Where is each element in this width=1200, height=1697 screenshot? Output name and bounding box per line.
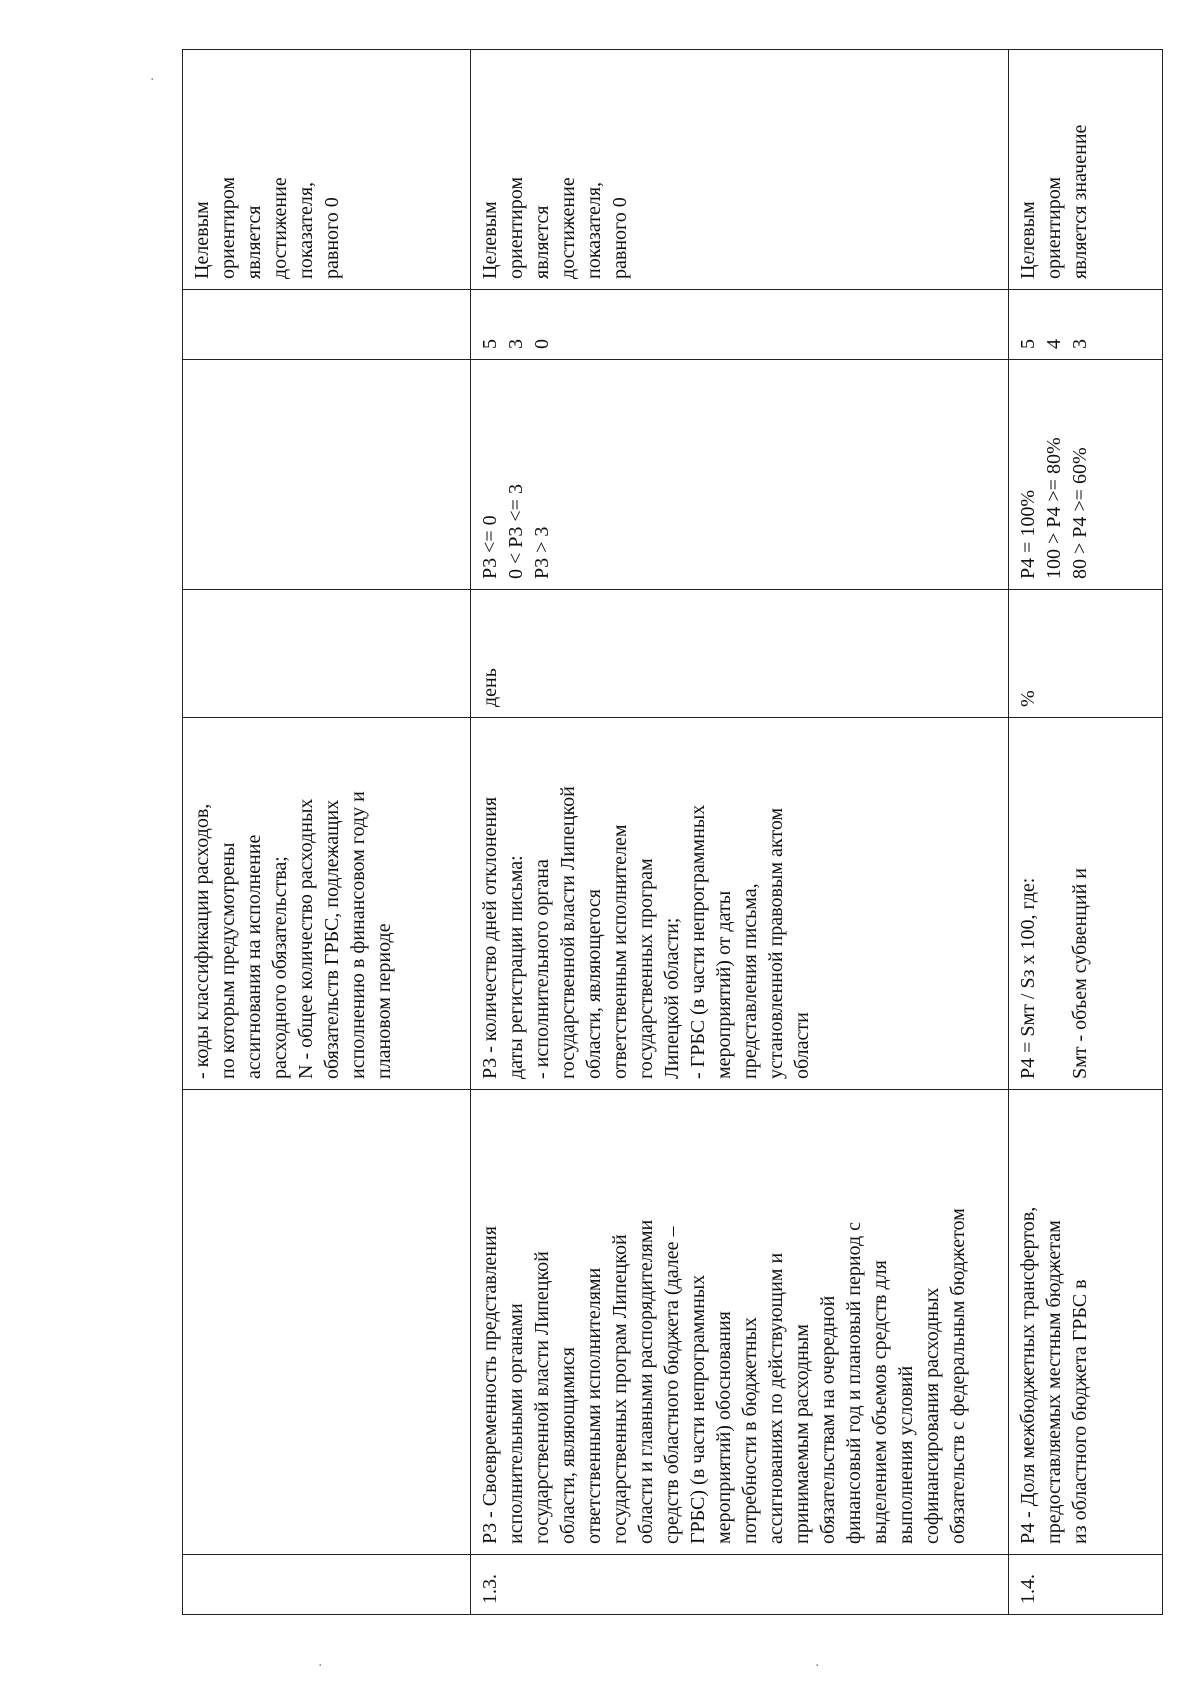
indicator-name-line: из областного бюджета ГРБС в	[1069, 1279, 1091, 1544]
formula-cell	[471, 718, 1009, 1090]
table-body	[183, 50, 1163, 1615]
formula-cell	[1009, 718, 1163, 1090]
indicator-name-line: потребности в бюджетных	[739, 1316, 761, 1544]
indicator-name-line: ассигнованиях по действующим и	[765, 1252, 787, 1544]
value-range-line: 100 > Р4 >= 80%	[1043, 437, 1065, 579]
unit-cell	[183, 590, 471, 718]
indicator-name-line: государственной власти Липецкой	[531, 1251, 553, 1544]
score-line: 3	[505, 339, 527, 349]
target-line: достижение	[557, 177, 579, 279]
value-range-line: Р3 > 3	[531, 526, 553, 579]
target-line: ориентиром	[1043, 176, 1065, 279]
target-line: ориентиром	[505, 176, 527, 279]
rotated-page	[182, 50, 1162, 1615]
scan-speck: ·	[150, 72, 155, 88]
indicator-name-line: обязательствам на очередной	[817, 1295, 839, 1544]
formula-line: представления письма,	[739, 883, 761, 1079]
scan-speck: ·	[318, 1658, 323, 1674]
formula-line: установленной правовым актом	[765, 807, 787, 1079]
table-row	[471, 50, 1009, 1615]
unit-text: день	[479, 668, 501, 707]
score-line: 3	[1069, 339, 1091, 349]
indicator-name-line: государственных програм Липецкой	[609, 1234, 631, 1544]
target-cell	[1009, 50, 1163, 290]
indicator-name-line: ГРБС) (в части непрограммных	[687, 1274, 709, 1544]
value-range-cell	[183, 360, 471, 590]
target-line: является значение	[1069, 124, 1091, 279]
target-line: является	[243, 205, 265, 279]
formula-line: - ГРБС (в части непрограммных	[687, 804, 709, 1079]
score-cell	[1009, 290, 1163, 360]
indicator-name-line: исполнительными органами	[505, 1303, 527, 1544]
table-row	[1009, 50, 1163, 1615]
value-range-cell	[1009, 360, 1163, 590]
formula-line: исполнению в финансовом году и	[347, 791, 369, 1079]
unit-cell	[1009, 590, 1163, 718]
row-number-text: 1.3.	[479, 1574, 501, 1604]
value-range-line: Р4 = 100%	[1017, 489, 1039, 579]
formula-line: области	[791, 1012, 813, 1079]
indicator-name-line: финансовый год и плановый период с	[843, 1221, 865, 1544]
formula-line: Р4 = Sмт / Sз x 100, где:	[1017, 877, 1039, 1079]
indicator-name-line: выполнения условий	[895, 1365, 917, 1544]
formula-line: Sмт - объем субвенций и	[1069, 868, 1091, 1079]
formula-line: ответственным исполнителем	[609, 824, 631, 1079]
indicator-name-cell	[471, 1090, 1009, 1555]
formula-line: ассигнования на исполнение	[243, 834, 265, 1079]
row-number-cell	[183, 1555, 471, 1615]
indicator-name-line: софинансирования расходных	[921, 1287, 943, 1544]
formula-line: государственной власти Липецкой	[557, 786, 579, 1079]
score-line: 5	[1017, 339, 1039, 349]
target-line: Целевым	[1017, 201, 1039, 279]
formula-line: обязательств ГРБС, подлежащих	[321, 799, 343, 1079]
indicator-name-line: Р3 - Своевременность представления	[479, 1226, 501, 1544]
unit-cell	[471, 590, 1009, 718]
formula-cell	[183, 718, 471, 1090]
table-row	[183, 50, 471, 1615]
target-line: показателя,	[295, 181, 317, 279]
target-line: Целевым	[191, 201, 213, 279]
value-range-line: 80 > Р4 >= 60%	[1069, 447, 1091, 579]
target-line: является	[531, 205, 553, 279]
formula-line: государственных програм	[635, 858, 657, 1079]
row-number-cell	[1009, 1555, 1163, 1615]
indicator-name-line: области, являющимися	[557, 1347, 579, 1544]
value-range-cell	[471, 360, 1009, 590]
indicator-name-line: принимаемым расходным	[791, 1324, 813, 1544]
value-range-line: Р3 <= 0	[479, 515, 501, 579]
indicator-name-cell	[1009, 1090, 1163, 1555]
formula-line: Р3 - количество дней отклонения	[479, 796, 501, 1079]
indicator-name-line: предоставляемых местным бюджетам	[1043, 1220, 1065, 1544]
formula-line: расходного обязательства;	[269, 856, 291, 1079]
target-cell	[471, 50, 1009, 290]
row-number-text: 1.4.	[1017, 1574, 1039, 1604]
target-line: показателя,	[583, 181, 605, 279]
scan-speck: ·	[815, 1658, 820, 1674]
formula-line: N - общее количество расходных	[295, 798, 317, 1079]
score-line: 0	[531, 339, 553, 349]
formula-line: мероприятий) от даты	[713, 890, 735, 1079]
target-line: равного 0	[321, 197, 343, 279]
target-cell	[183, 50, 471, 290]
unit-text: %	[1017, 690, 1039, 707]
unit-text	[189, 600, 215, 707]
score-line: 4	[1043, 339, 1065, 349]
target-line: Целевым	[479, 201, 501, 279]
indicator-name-line: мероприятий) обоснования	[713, 1311, 735, 1544]
indicator-name-line: средств областного бюджета (далее –	[661, 1226, 683, 1544]
target-line: равного 0	[609, 197, 631, 279]
formula-line: области, являющегося	[583, 889, 605, 1079]
indicator-name-line: выделением объемов средств для	[869, 1260, 891, 1544]
indicator-name-line: области и главными распорядителями	[635, 1219, 657, 1544]
target-line: ориентиром	[217, 176, 239, 279]
score-cell	[183, 290, 471, 360]
indicator-name-line: Р4 - Доля межбюджетных трансфертов,	[1017, 1206, 1039, 1544]
formula-line: плановом периоде	[373, 923, 395, 1079]
formula-line	[1041, 728, 1067, 1079]
indicator-name-cell	[183, 1090, 471, 1555]
formula-line: - коды классификации расходов,	[191, 803, 213, 1079]
target-line: достижение	[269, 177, 291, 279]
formula-line: Липецкой области;	[661, 917, 683, 1079]
row-number-cell	[471, 1555, 1009, 1615]
indicator-name-line: ответственными исполнителями	[583, 1267, 605, 1544]
formula-line: - исполнительного органа	[531, 859, 553, 1079]
row-number-text	[189, 1565, 215, 1604]
indicator-table	[182, 49, 1163, 1615]
indicator-name-line: обязательств с федеральным бюджетом	[947, 1208, 969, 1544]
score-line: 5	[479, 339, 501, 349]
formula-line: по которым предусмотрены	[217, 842, 239, 1079]
value-range-line: 0 < Р3 <= 3	[505, 484, 527, 579]
score-cell	[471, 290, 1009, 360]
formula-line: даты регистрации письма:	[505, 855, 527, 1079]
